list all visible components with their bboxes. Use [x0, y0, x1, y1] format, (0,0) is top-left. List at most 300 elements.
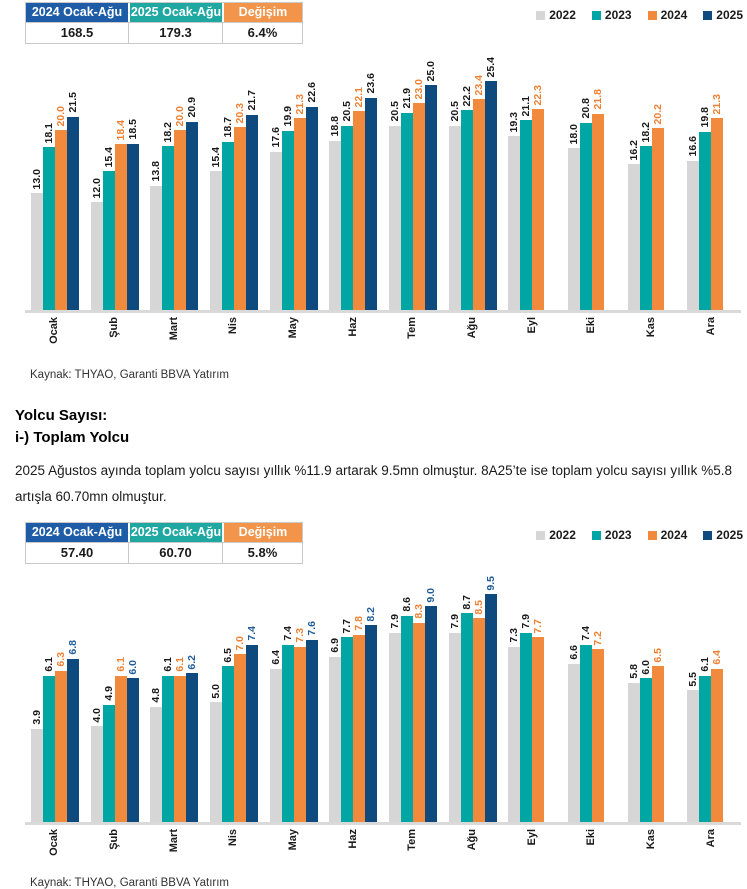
- month-label-wrap: [622, 825, 682, 869]
- category-group-Ocak: [25, 564, 85, 869]
- bar-2025: [67, 117, 79, 311]
- bar-2022: [628, 164, 640, 310]
- bar-2023: [699, 676, 711, 822]
- category-group-Ocak: [25, 44, 85, 361]
- bar-slot: [103, 44, 115, 310]
- bar-value-label: 22.1: [352, 86, 365, 108]
- bar-2024: [473, 99, 485, 310]
- bar-slot: [234, 44, 246, 310]
- bar-value-label: 16.6: [686, 136, 699, 157]
- bar-value-label: 7.7: [340, 618, 353, 634]
- bar-value-label: 25.4: [484, 56, 497, 78]
- bar-2024: [413, 623, 425, 822]
- bar-slot: [365, 44, 377, 310]
- bar-slot: [604, 564, 616, 822]
- month-label: Şub: [108, 829, 120, 850]
- bar-value-label: 8.2: [364, 606, 377, 622]
- bar-2022: [508, 136, 520, 310]
- category-group-Ağu: [443, 564, 503, 869]
- bar-slot: [103, 564, 115, 822]
- bar-2023: [520, 633, 532, 823]
- bar-2022: [91, 202, 103, 310]
- bar-2024: [711, 669, 723, 823]
- bar-value-label: 6.2: [185, 654, 198, 670]
- bar-value-label: 6.1: [42, 657, 55, 672]
- bar-2022: [91, 726, 103, 822]
- category-group-Haz: [323, 564, 383, 869]
- bar-slot: [55, 564, 67, 822]
- bar-slot: [473, 44, 485, 310]
- bar-value-label: 6.5: [221, 647, 234, 663]
- bar-value-label: 25.0: [424, 60, 437, 81]
- bar-2022: [449, 126, 461, 311]
- legend-item-2024: [648, 528, 688, 542]
- bar-value-label: 3.9: [30, 709, 43, 725]
- bar-slot: [67, 564, 79, 822]
- bar-2022: [31, 729, 43, 823]
- legend-item-2022: [536, 528, 576, 542]
- bar-value-label: 7.8: [352, 616, 365, 631]
- bar-slot: [31, 44, 43, 310]
- bar-slot: [174, 564, 186, 822]
- month-label: Mart: [167, 317, 180, 341]
- bar-slot: [461, 44, 473, 310]
- bar-2025: [186, 673, 198, 822]
- body-paragraph: 2025 Ağustos ayında toplam yolcu sayısı yıllık %11.9 artarak 9.5mn olmuştur. 8A25’te ise toplam yolcu sayısı yıllık %5.8 artışla 60.70mn olmuştur.: [15, 462, 732, 504]
- month-label-wrap: [622, 313, 682, 361]
- bar-slot: [699, 564, 711, 822]
- category-group-May: [264, 564, 324, 869]
- legend-item-2025: [703, 528, 743, 542]
- month-label-wrap: [323, 825, 383, 869]
- month-label-wrap: [264, 313, 324, 361]
- legend-swatch-icon: [648, 531, 657, 540]
- bar-value-label: 5.8: [627, 664, 640, 679]
- bar-value-label: 4.0: [90, 707, 103, 723]
- bar-cluster: [323, 564, 383, 825]
- bar-2025: [306, 107, 318, 310]
- bar-value-label: 21.5: [66, 92, 79, 113]
- month-label: Kas: [645, 317, 658, 338]
- month-label: Eki: [585, 829, 598, 846]
- month-label: Tem: [406, 829, 419, 851]
- category-group-Eki: [562, 564, 622, 869]
- bar-2025: [365, 98, 377, 310]
- bar-value-label: 6.9: [328, 637, 341, 653]
- legend-label: 2023: [604, 528, 632, 543]
- bar-2023: [401, 113, 413, 310]
- bar-value-label: 6.3: [54, 652, 67, 667]
- monthly-bar-chart-2: [25, 564, 741, 869]
- bar-slot: [508, 44, 520, 310]
- month-label-wrap: [443, 825, 503, 869]
- bar-value-label: 6.1: [161, 657, 174, 672]
- bar-value-label: 7.7: [531, 618, 544, 634]
- bar-cluster: [204, 44, 264, 313]
- bar-value-label: 8.3: [412, 604, 425, 619]
- bar-value-label: 23.0: [412, 78, 425, 99]
- legend-item-2024: [648, 8, 688, 22]
- bar-value-label: 6.4: [269, 649, 282, 665]
- bar-slot: [604, 44, 616, 310]
- month-label: Ağu: [466, 317, 479, 339]
- bar-slot: [389, 44, 401, 310]
- bar-2024: [711, 118, 723, 310]
- bar-2023: [222, 666, 234, 822]
- bar-2022: [270, 669, 282, 823]
- bar-value-label: 9.5: [484, 575, 497, 591]
- bar-2023: [341, 637, 353, 822]
- month-label-wrap: [144, 313, 204, 361]
- bar-2022: [389, 126, 401, 311]
- bar-cluster: [502, 44, 562, 313]
- bar-cluster: [681, 564, 741, 825]
- legend-label: 2022: [549, 8, 576, 22]
- bar-slot: [186, 564, 198, 822]
- bar-value-label: 6.0: [639, 659, 652, 675]
- bar-slot: [270, 564, 282, 822]
- bar-slot: [246, 564, 258, 822]
- bar-slot: [544, 564, 556, 822]
- bar-slot: [127, 564, 139, 822]
- month-label-wrap: [25, 313, 85, 361]
- legend-label: 2024: [660, 8, 688, 22]
- month-label: Mart: [167, 829, 180, 853]
- bar-2022: [628, 683, 640, 822]
- bar-slot: [282, 564, 294, 822]
- bar-value-label: 6.1: [698, 657, 711, 672]
- bar-slot: [485, 564, 497, 822]
- bar-2022: [687, 161, 699, 310]
- section-title: Yolcu Sayısı:: [15, 407, 108, 424]
- bar-value-label: 20.8: [579, 98, 592, 119]
- table-header-cell: 2025 Ocak-Ağu: [128, 523, 222, 542]
- bar-value-label: 20.0: [173, 105, 186, 126]
- bar-slot: [174, 44, 186, 310]
- bar-value-label: 19.3: [507, 111, 520, 133]
- table-value-cell: 5.8%: [222, 542, 302, 563]
- bar-value-label: 6.8: [66, 640, 79, 655]
- bar-cluster: [562, 44, 622, 313]
- chart-2-header-row: [0, 520, 747, 564]
- bar-slot: [329, 564, 341, 822]
- bar-slot: [532, 44, 544, 310]
- bar-slot: [687, 564, 699, 822]
- bar-slot: [150, 44, 162, 310]
- bar-2023: [282, 645, 294, 823]
- month-label-wrap: [85, 313, 145, 361]
- bar-value-label: 6.1: [173, 657, 186, 672]
- bar-2022: [329, 657, 341, 823]
- bar-2023: [162, 676, 174, 822]
- bar-2024: [592, 649, 604, 822]
- bar-slot: [413, 564, 425, 822]
- bar-slot: [341, 564, 353, 822]
- month-label: Eyl: [525, 317, 538, 334]
- bar-2024: [115, 144, 127, 310]
- bar-slot: [55, 44, 67, 310]
- bar-slot: [699, 44, 711, 310]
- bar-slot: [91, 564, 103, 822]
- bar-value-label: 7.3: [507, 628, 520, 643]
- bar-2023: [162, 146, 174, 310]
- bar-value-label: 7.9: [519, 613, 532, 629]
- bar-slot: [568, 564, 580, 822]
- bar-slot: [628, 44, 640, 310]
- bar-value-label: 20.3: [233, 102, 246, 124]
- bar-value-label: 7.6: [305, 621, 318, 636]
- bar-2023: [401, 616, 413, 822]
- bar-2023: [580, 645, 592, 823]
- legend: [536, 8, 743, 22]
- bar-2024: [652, 128, 664, 310]
- bar-2024: [115, 676, 127, 822]
- bar-value-label: 18.0: [567, 123, 580, 144]
- table-header-cell: 2024 Ocak-Ağu: [26, 523, 128, 542]
- bar-2022: [329, 141, 341, 310]
- bar-2022: [389, 633, 401, 823]
- bar-slot: [580, 44, 592, 310]
- category-group-Şub: [85, 564, 145, 869]
- category-group-Şub: [85, 44, 145, 361]
- month-label-wrap: [681, 825, 741, 869]
- bar-2025: [485, 594, 497, 822]
- bar-cluster: [443, 564, 503, 825]
- bar-slot: [306, 564, 318, 822]
- bar-2025: [306, 640, 318, 822]
- bar-value-label: 20.5: [388, 101, 401, 122]
- bar-2024: [532, 109, 544, 310]
- bar-cluster: [562, 564, 622, 825]
- bar-value-label: 7.9: [448, 613, 461, 629]
- month-label-wrap: [443, 313, 503, 361]
- month-label: Haz: [346, 317, 359, 337]
- bar-slot: [485, 44, 497, 310]
- table-value-cell: 6.4%: [222, 22, 302, 43]
- bar-2025: [485, 81, 497, 310]
- bar-slot: [329, 44, 341, 310]
- bar-value-label: 21.1: [519, 95, 532, 117]
- bar-slot: [341, 44, 353, 310]
- month-label-wrap: [85, 825, 145, 869]
- category-group-Nis: [204, 564, 264, 869]
- bar-2023: [640, 678, 652, 822]
- legend-label: 2024: [660, 528, 688, 543]
- bar-slot: [568, 44, 580, 310]
- bar-2022: [150, 186, 162, 310]
- bar-slot: [473, 564, 485, 822]
- bar-2023: [461, 110, 473, 310]
- bar-value-label: 7.4: [245, 625, 258, 641]
- bar-slot: [127, 44, 139, 310]
- bar-2025: [246, 645, 258, 823]
- bar-slot: [652, 44, 664, 310]
- bar-2022: [568, 148, 580, 310]
- bar-value-label: 5.0: [209, 683, 222, 699]
- bar-slot: [115, 564, 127, 822]
- bar-value-label: 18.7: [221, 117, 234, 138]
- bar-value-label: 20.5: [448, 101, 461, 122]
- category-group-Mart: [144, 564, 204, 869]
- summary-table-2: [25, 522, 303, 564]
- bar-value-label: 20.2: [651, 103, 664, 125]
- month-label-wrap: [204, 825, 264, 869]
- bar-slot: [532, 564, 544, 822]
- bar-cluster: [323, 44, 383, 313]
- bar-slot: [449, 44, 461, 310]
- bar-slot: [162, 44, 174, 310]
- bar-2023: [103, 705, 115, 823]
- bar-2023: [580, 123, 592, 310]
- bar-value-label: 13.0: [30, 168, 43, 189]
- bar-slot: [186, 44, 198, 310]
- legend: [536, 528, 743, 542]
- bar-value-label: 20.5: [340, 101, 353, 122]
- legend-label: 2023: [604, 8, 632, 22]
- bar-value-label: 23.4: [472, 74, 485, 96]
- legend-swatch-icon: [592, 11, 601, 20]
- bar-value-label: 7.3: [293, 628, 306, 643]
- bar-value-label: 22.6: [305, 82, 318, 103]
- bar-2025: [127, 144, 139, 311]
- bar-slot: [365, 564, 377, 822]
- bar-2024: [353, 111, 365, 310]
- bar-slot: [425, 564, 437, 822]
- category-group-Eyl: [502, 44, 562, 361]
- category-group-Tem: [383, 564, 443, 869]
- bar-2022: [687, 690, 699, 822]
- chart-1-header-row: [0, 0, 747, 44]
- bar-2024: [234, 654, 246, 822]
- legend-item-2023: [592, 528, 632, 542]
- bar-slot: [711, 44, 723, 310]
- bar-2024: [353, 635, 365, 822]
- category-group-Kas: [622, 44, 682, 361]
- bar-cluster: [622, 44, 682, 313]
- bar-cluster: [85, 44, 145, 313]
- bar-value-label: 6.4: [710, 649, 723, 665]
- bar-slot: [687, 44, 699, 310]
- bar-value-label: 18.4: [114, 119, 127, 141]
- legend-item-2025: [703, 8, 743, 22]
- bar-slot: [449, 564, 461, 822]
- bar-value-label: 18.5: [126, 119, 139, 140]
- bar-slot: [246, 44, 258, 310]
- bar-2023: [520, 120, 532, 310]
- month-label-wrap: [383, 313, 443, 361]
- legend-label: 2025: [716, 8, 743, 22]
- bar-cluster: [25, 44, 85, 313]
- bar-value-label: 22.3: [531, 84, 544, 106]
- bar-2024: [532, 637, 544, 822]
- legend-swatch-icon: [703, 531, 712, 540]
- bar-value-label: 19.8: [698, 107, 711, 128]
- bar-value-label: 15.4: [102, 146, 115, 168]
- bar-value-label: 7.4: [281, 625, 294, 641]
- month-label: Eyl: [525, 829, 538, 846]
- legend-swatch-icon: [536, 11, 545, 20]
- bar-value-label: 4.8: [149, 688, 162, 703]
- category-group-Ara: [681, 564, 741, 869]
- bar-value-label: 6.1: [114, 657, 127, 672]
- bar-value-label: 16.2: [627, 139, 640, 161]
- category-group-Ara: [681, 44, 741, 361]
- bar-slot: [150, 564, 162, 822]
- month-label-wrap: [562, 825, 622, 869]
- bar-value-label: 21.3: [293, 93, 306, 115]
- bar-cluster: [85, 564, 145, 825]
- bar-value-label: 18.2: [639, 121, 652, 143]
- category-group-Eki: [562, 44, 622, 361]
- month-label-wrap: [383, 825, 443, 869]
- bar-slot: [270, 44, 282, 310]
- month-label-wrap: [502, 313, 562, 361]
- category-group-Tem: [383, 44, 443, 361]
- bar-value-label: 21.8: [591, 89, 604, 110]
- bar-slot: [520, 44, 532, 310]
- month-label-wrap: [562, 313, 622, 361]
- bar-slot: [544, 44, 556, 310]
- bar-slot: [640, 44, 652, 310]
- bar-2022: [210, 171, 222, 310]
- month-label: Ağu: [466, 829, 479, 851]
- bar-slot: [389, 564, 401, 822]
- month-label: May: [287, 317, 300, 339]
- bar-value-label: 9.0: [424, 587, 437, 603]
- month-label: Tem: [406, 317, 419, 339]
- bar-value-label: 17.6: [269, 127, 282, 148]
- bar-2024: [294, 647, 306, 822]
- bar-value-label: 7.2: [591, 630, 604, 646]
- month-label-wrap: [144, 825, 204, 869]
- bar-2024: [174, 676, 186, 822]
- month-label: Haz: [346, 829, 359, 849]
- bar-cluster: [144, 44, 204, 313]
- source-note: Kaynak: THYAO, Garanti BBVA Yatırım: [30, 369, 229, 381]
- legend-swatch-icon: [648, 11, 657, 20]
- bar-slot: [353, 44, 365, 310]
- bar-2022: [449, 633, 461, 823]
- bar-value-label: 5.5: [686, 671, 699, 687]
- bar-slot: [401, 44, 413, 310]
- bar-slot: [67, 44, 79, 310]
- bar-value-label: 6.5: [651, 647, 664, 663]
- bar-cluster: [383, 564, 443, 825]
- month-label: Ara: [704, 829, 717, 848]
- month-label-wrap: [323, 313, 383, 361]
- bar-slot: [222, 564, 234, 822]
- bar-slot: [592, 44, 604, 310]
- bar-2024: [55, 130, 67, 310]
- bar-value-label: 15.4: [209, 146, 222, 168]
- bar-value-label: 13.8: [149, 161, 162, 182]
- bar-2023: [103, 171, 115, 310]
- table-header-cell: 2024 Ocak-Ağu: [26, 3, 128, 22]
- bar-2022: [568, 664, 580, 822]
- legend-label: 2022: [549, 528, 576, 543]
- month-label: Şub: [108, 317, 120, 338]
- bar-slot: [294, 44, 306, 310]
- month-label-wrap: [502, 825, 562, 869]
- bar-2023: [222, 142, 234, 310]
- text-block: [15, 405, 732, 510]
- bar-2025: [425, 606, 437, 822]
- bar-2022: [31, 193, 43, 310]
- bar-slot: [461, 564, 473, 822]
- bar-2025: [365, 625, 377, 822]
- bar-slot: [520, 564, 532, 822]
- bar-value-label: 18.1: [42, 122, 55, 144]
